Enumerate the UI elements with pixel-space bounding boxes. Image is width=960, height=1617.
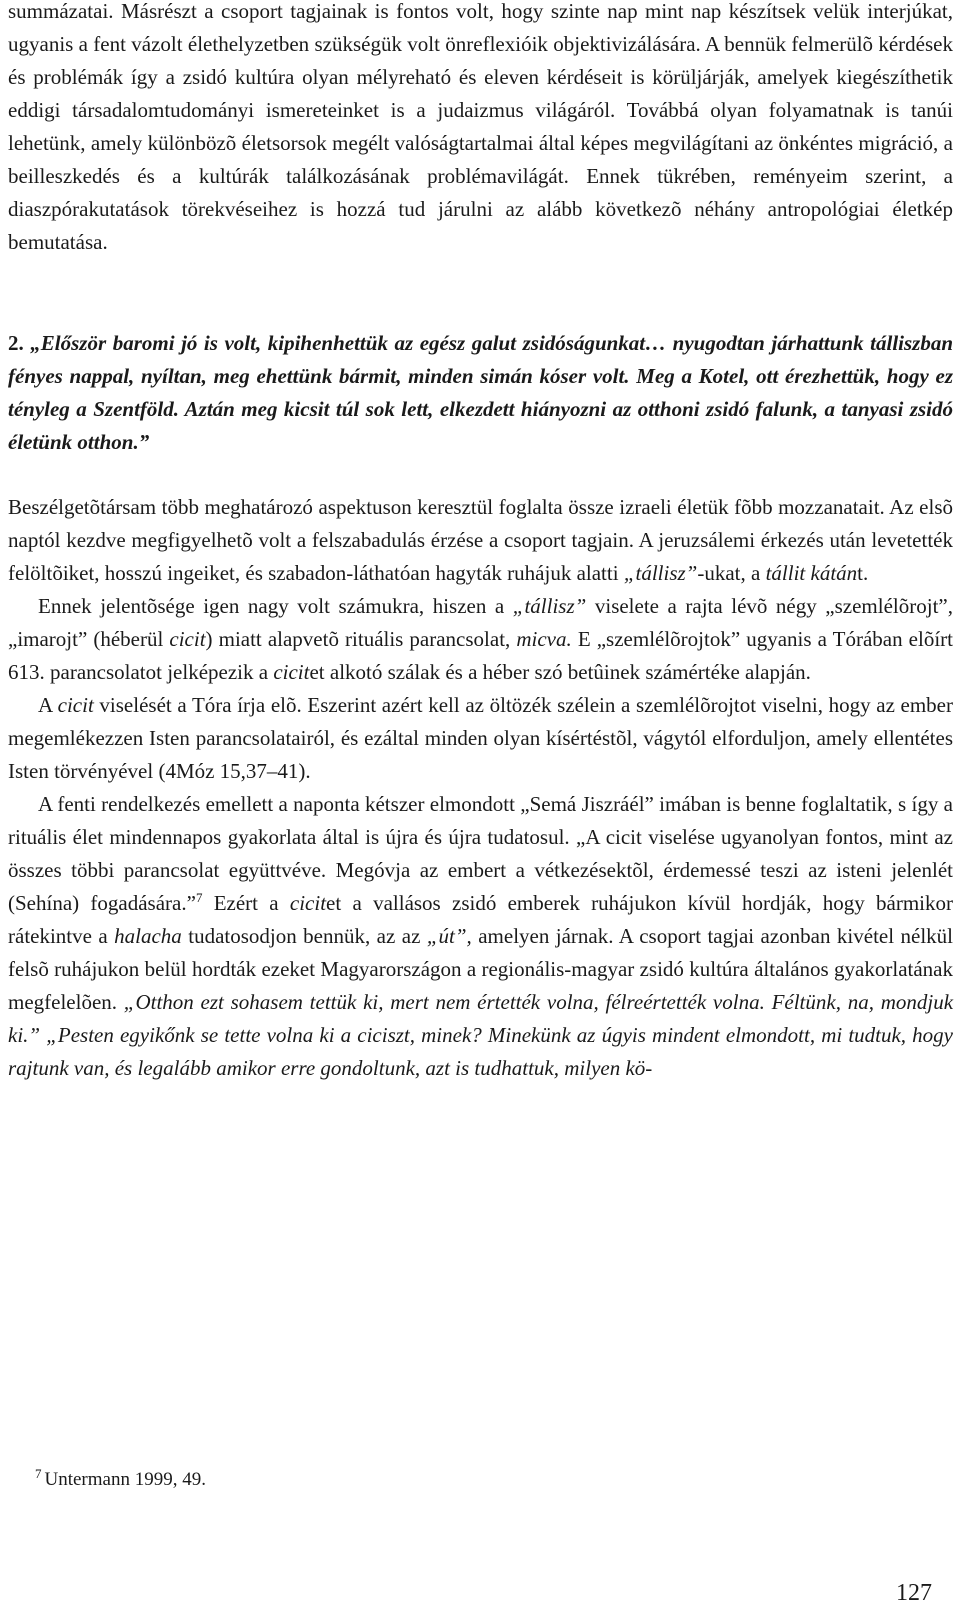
italic-term: micva. xyxy=(516,627,572,651)
italic-term: halacha xyxy=(114,924,182,948)
paragraph-body-1 xyxy=(8,491,953,590)
text-run: et a vallásos zsidó emberek ruhájukon kívül hordják, hogy bármikor rátekintve a xyxy=(8,891,953,948)
text-run: E „szemlélõrojtok” ugyanis a Tórában elõírt 613. parancsolatot jelképezik a xyxy=(8,627,953,684)
italic-term: cicit xyxy=(273,660,310,684)
italic-term: „tállisz” xyxy=(623,561,698,585)
text-run: tudatosodjon bennük, az az xyxy=(181,924,427,948)
section-2-quote xyxy=(8,327,953,459)
section-number: 2. xyxy=(8,331,24,355)
footnote-reference[interactable]: 7 xyxy=(195,890,203,905)
page-number: 127 xyxy=(896,1580,932,1606)
section-quote-text: „Először baromi jó is volt, kipihenhettük az egész galut zsidóságunkat… nyugodtan járhattunk tálliszban fényes nappal, nyíltan, meg ehettünk bármit, minden simán kóser volt. Meg a Kotel, ott érezhettük, hogy ez tényleg a Szentföld. Aztán meg kicsit túl sok lett, elkezdett hiányozni az otthoni zsidó falunk, a tanyasi zsidó életünk otthon.” xyxy=(8,331,954,454)
italic-quote: „Otthon ezt sohasem tettük ki, mert nem értették volna, félreértették volna. Féltünk, na, mondjuk ki.” „Pesten egyikőnk se tette volna ki a ciciszt, minek? Minekünk az úgyis mindent elmondott, mi tudtuk, hogy rajtunk van, és legalább amikor erre gondoltunk, azt is tudhattuk, milyen kö- xyxy=(8,990,954,1080)
italic-term: cicit xyxy=(57,693,94,717)
text-run: ) miatt alapvetõ rituális parancsolat, xyxy=(205,627,517,651)
text-run: A xyxy=(38,693,58,717)
text-run: viselését a Tóra írja elõ. Eszerint azért kell az öltözék szélein a szemlélõrojtot viselni, hogy az ember megemlékezzen Isten parancsolatairól, és ezáltal minden olyan kísértéstõl, vágytól elforduljon, amely ellentétes Isten törvényével (4Móz 15,37–41). xyxy=(8,693,953,783)
text-run: t. xyxy=(857,561,869,585)
italic-term: „tállisz” xyxy=(512,594,587,618)
footnote-number: 7 xyxy=(35,1465,42,1481)
footnote-text: Untermann 1999, 49. xyxy=(44,1469,206,1490)
text-run: Ennek jelentõsége igen nagy volt számukra, hiszen a xyxy=(38,594,513,618)
italic-term: „út”, xyxy=(426,924,472,948)
text-run: Beszélgetõtársam több meghatározó aspektuson keresztül foglalta össze izraeli életük fõbb mozzanatait. Az elsõ naptól kezdve megfigyelhetõ volt a felszabadulás érzése a csoport tagjain. A jeruzsálemi érkezés után levetették felöltõiket, hosszú ingeiket, és szabadon-láthatóan hagyták ruhájuk alatti xyxy=(8,495,953,585)
paragraph-body-4 xyxy=(8,788,953,1085)
page-content xyxy=(8,0,953,1085)
footnote xyxy=(35,1467,206,1493)
paragraph-body-3 xyxy=(8,689,953,788)
text-run: -ukat, a xyxy=(697,561,766,585)
text-run: A fenti rendelkezés emellett a naponta kétszer elmondott „Semá Jiszráél” imában is benne foglaltatik, s így a rituális élet mindennapos gyakorlata által is újra és újra tudatosul. „A cicit viselése ugyanolyan fontos, mint az összes többi parancsolat együttvéve. Megóvja az embert a vétkezésektõl, érdemessé teszi az isteni jelenlét (Sehína) fogadására.” xyxy=(8,792,953,915)
text-run: viselete a rajta lévõ négy „szemlélõrojt”, „imarojt” (héberül xyxy=(8,594,953,651)
text-run: amelyen járnak. A csoport tagjai azonban kivétel nélkül felsõ ruhájukon belül hordták ezeket Magyarországon a regionális-magyar zsidó kultúra általános gyakorlatának megfelelõen. xyxy=(8,924,954,1014)
text-run: et alkotó szálak és a héber szó betûinek számértéke alapján. xyxy=(309,660,811,684)
italic-term: cicit xyxy=(289,891,327,915)
paragraph-body-2 xyxy=(8,590,953,689)
italic-term: cicit xyxy=(169,627,206,651)
text-run: Ezért a xyxy=(202,891,290,915)
paragraph-intro: summázatai. Másrészt a csoport tagjainak is fontos volt, hogy szinte nap mint nap készítsek velük interjúkat, ugyanis a fent vázolt élethelyzetben szükségük volt önreflexióik objektivizálására. A bennük felmerülõ kérdések és problémák így a zsidó kultúra olyan mélyreható és eleven kérdéseit is körüljárják, amelyek kiegészíthetik eddigi társadalomtudományi ismereteinket is a judaizmus világáról. Továbbá olyan folyamatnak is tanúi lehetünk, amely különbözõ életsorsok megélt valóságtartalmai által képes megvilágítani az önkéntes migráció, a beilleszkedés és a kultúrák találkozásának problémavilágát. Ennek tükrében, reményeim szerint, a diaszpórakutatások törekvéseihez is hozzá tud járulni az alább következõ néhány antropológiai életkép bemutatása. xyxy=(8,0,953,254)
italic-term: tállit kátán xyxy=(765,561,858,585)
